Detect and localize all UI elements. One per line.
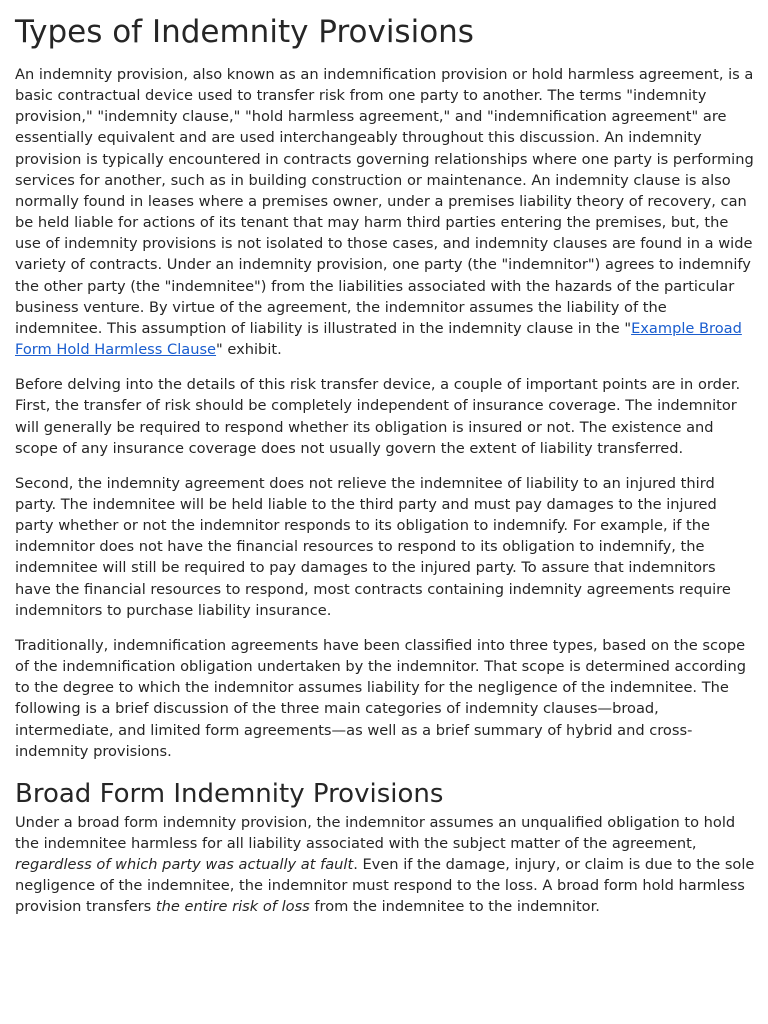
paragraph-indemnitee-liability: Second, the indemnity agreement does not relieve the indemnitee of liability to an injured third party. The indemnitee will be held liable to the third party and must pay damages to the injured party whether or not the indemnitor responds to its obligation to indemnify. For example, if the indemnitor does not have the financial resources to respond to its obligation to indemnify, the indemnitee will still be required to pay damages to the injured party. To assure that indemnitors have the financial resources to respond, most contracts containing indemnity agreements require indemnitors to purchase liability insurance. — [15, 474, 731, 619]
section-heading-broad-form: Broad Form Indemnity Provisions — [15, 778, 444, 809]
example-broad-form-link[interactable]: Example Broad Form Hold Harmless Clause — [15, 319, 742, 359]
broad-form-emphasis-risk: the entire risk of loss — [155, 898, 310, 916]
broad-form-text-3: from the indemnitee to the indemnitor. — [309, 898, 600, 916]
broad-form-emphasis-fault: regardless of which party was actually at fault — [15, 856, 354, 874]
paragraph-intro — [15, 64, 756, 360]
paragraph-risk-transfer: Before delving into the details of this risk transfer device, a couple of important points are in order. First, the transfer of risk should be completely independent of insurance coverage. The indemnitor will generally be required to respond whether its obligation is insured or not. The existence and scope of any insurance coverage does not usually govern the extent of liability transferred. — [15, 376, 741, 457]
broad-form-text-1: Under a broad form indemnity provision, the indemnitor assumes an unqualified obligation to hold the indemnitee harmless for all liability associated with the subject matter of the agreement, — [15, 813, 736, 852]
broad-form-text-2: . Even if the damage, injury, or claim is due to the sole negligence of the indemnitee, the indemnitor must respond to the loss. A broad form hold harmless provision transfers — [15, 856, 755, 916]
paragraph-intro-text: An indemnity provision, also known as an indemnification provision or hold harmless agreement, is a basic contractual device used to transfer risk from one party to another. The terms "indemnity provision," "indemnity clause," "hold harmless agreement," and "indemnification agreement" are essentially equivalent and are used interchangeably throughout this discussion. An indemnity provision is typically encountered in contracts governing relationships where one party is performing services for another, such as in building construction or maintenance. An indemnity clause is also normally found in leases where a premises owner, under a premises liability theory of recovery, can be held liable for actions of its tenant that may harm third parties entering the premises, but, the use of indemnity provisions is not isolated to those cases, and indemnity clauses are found in a wide variety of contracts. Under an indemnity provision, one party (the "indemnitor") agrees to indemnify the other party (the "indemnitee") from the liabilities associated with the hazards of the particular business venture. By virtue of the agreement, the indemnitor assumes the liability of the indemnitee. This assumption of liability is illustrated in the indemnity clause in the " — [15, 66, 754, 337]
paragraph-intro-tail: " exhibit. — [216, 341, 282, 359]
page-title: Types of Indemnity Provisions — [15, 14, 474, 50]
paragraph-broad-form — [15, 812, 756, 918]
paragraph-classification: Traditionally, indemnification agreements have been classified into three types, based on the scope of the indemnification obligation undertaken by the indemnitor. That scope is determined according to the degree to which the indemnitor assumes liability for the negligence of the indemnitee. The following is a brief discussion of the three main categories of indemnity clauses—broad, intermediate, and limited form agreements—as well as a brief summary of hybrid and cross-indemnity provisions. — [15, 636, 746, 760]
